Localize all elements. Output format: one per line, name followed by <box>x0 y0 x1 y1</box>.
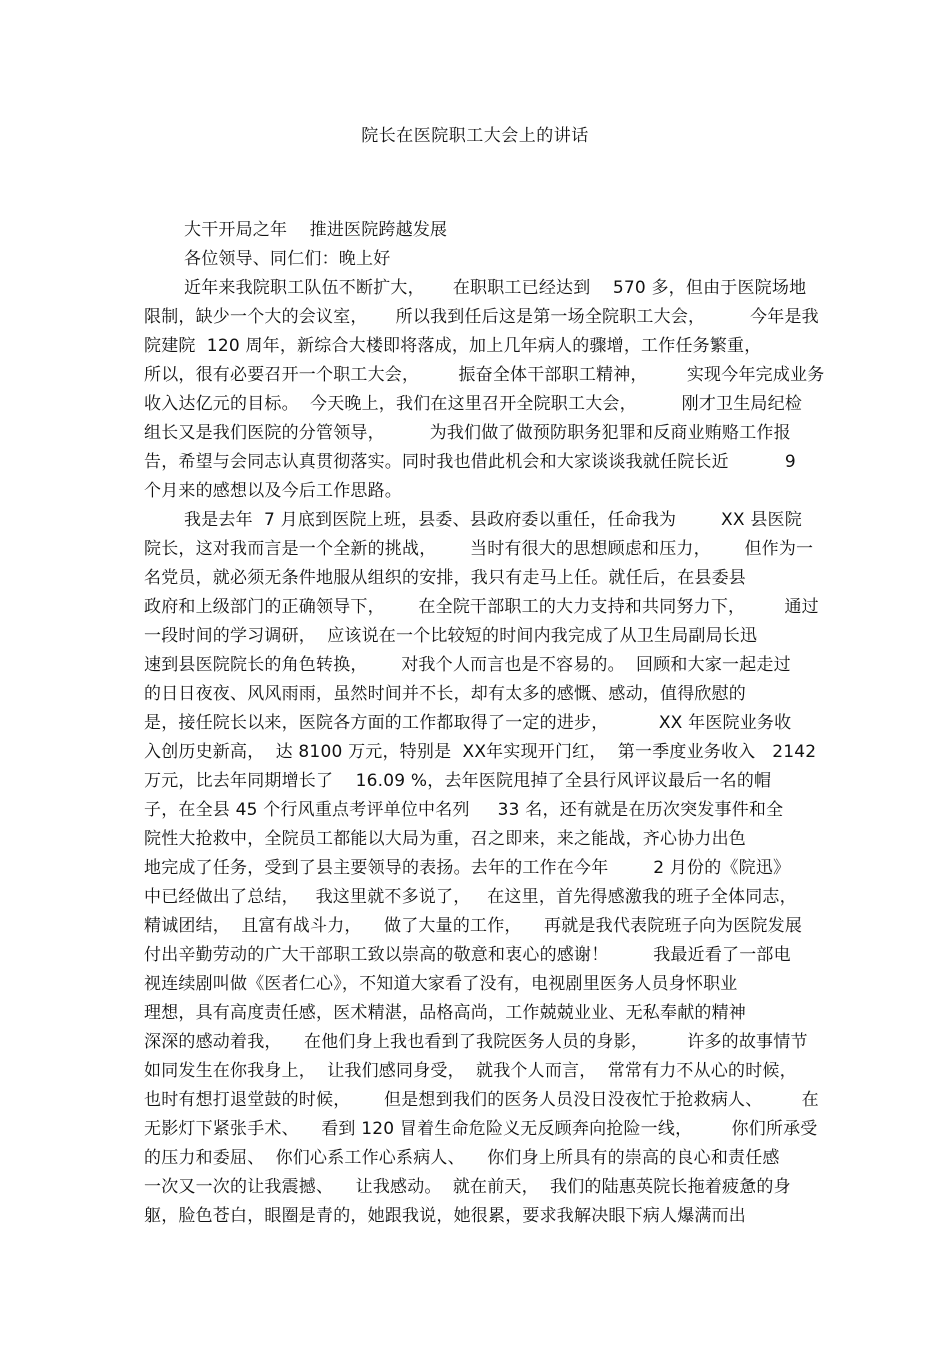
paragraph-line: 院性大抢救中，全院员工都能以大局为重，召之即来，来之能战，齐心协力出色 <box>144 829 746 849</box>
paragraph-line: 地完成了任务，受到了县主要领导的表扬。去年的工作在今年 2 月份的《院迅》 <box>144 858 791 878</box>
paragraph-line: 名党员，就必须无条件地服从组织的安排，我只有走马上任。就任后，在县委县 <box>144 568 746 588</box>
paragraph-line: 万元，比去年同期增长了 16.09 %，去年医院甩掉了全县行风评议最后一名的帽 <box>144 771 772 791</box>
paragraph-line: 限制，缺少一个大的会议室， 所以我到任后这是第一场全院职工大会， 今年是我 <box>144 307 819 327</box>
paragraph-line: 所以，很有必要召开一个职工大会， 振奋全体干部职工精神， 实现今年完成业务 <box>144 365 825 385</box>
paragraph-line: 一次又一次的让我震撼、 让我感动。 就在前天， 我们的陆惠英院长拖着疲惫的身 <box>144 1177 791 1197</box>
paragraph-line: 无影灯下紧张手术、 看到 120 冒着生命危险义无反顾奔向抢险一线， 你们所承受 <box>144 1119 818 1139</box>
document-title: 院长在医院职工大会上的讲话 <box>361 126 589 146</box>
paragraph-line: 院建院 120 周年，新综合大楼即将落成，加上几年病人的骤增，工作任务繁重， <box>144 336 762 356</box>
paragraph-line: 告，希望与会同志认真贯彻落实。同时我也借此机会和大家谈谈我就任院长近 9 <box>144 452 796 472</box>
paragraph-line: 子，在全县 45 个行风重点考评单位中名列 33 名，还有就是在历次突发事件和全 <box>144 800 784 820</box>
paragraph-line: 入创历史新高， 达 8100 万元，特别是 XX年实现开门红， 第一季度业务收入 2142 <box>144 742 817 762</box>
paragraph-line: 一段时间的学习调研， 应该说在一个比较短的时间内我完成了从卫生局副局长迅 <box>144 626 758 646</box>
paragraph-line: 速到县医院院长的角色转换， 对我个人而言也是不容易的。 回顾和大家一起走过 <box>144 655 791 675</box>
paragraph-line: 精诚团结， 且富有战斗力， 做了大量的工作， 再就是我代表院班子向为医院发展 <box>144 916 803 936</box>
paragraph-line: 组长又是我们医院的分管领导， 为我们做了做预防职务犯罪和反商业贿赂工作报 <box>144 423 791 443</box>
paragraph-line: 收入达亿元的目标。 今天晚上，我们在这里召开全院职工大会， 刚才卫生局纪检 <box>144 394 803 414</box>
paragraph-line: 也时有想打退堂鼓的时候， 但是想到我们的医务人员没日没夜忙于抢救病人、 在 <box>144 1090 819 1110</box>
paragraph-line: 院长，这对我而言是一个全新的挑战， 当时有很大的思想顾虑和压力， 但作为一 <box>144 539 814 559</box>
salutation-line: 各位领导、同仁们：晚上好 <box>184 249 391 269</box>
paragraph-line: 躯，脸色苍白，眼圈是青的，她跟我说，她很累，要求我解决眼下病人爆满而出 <box>144 1206 746 1226</box>
paragraph-line: 中已经做出了总结， 我这里就不多说了， 在这里，首先得感激我的班子全体同志， <box>144 887 797 907</box>
paragraph-line: 的日日夜夜、风风雨雨，虽然时间并不长，却有太多的感慨、感动，值得欣慰的 <box>144 684 746 704</box>
subtitle-line: 大干开局之年 推进医院跨越发展 <box>184 220 448 240</box>
paragraph-line: 深深的感动着我， 在他们身上我也看到了我院医务人员的身影， 许多的故事情节 <box>144 1032 808 1052</box>
paragraph-line: 如同发生在你我身上， 让我们感同身受， 就我个人而言， 常常有力不从心的时候， <box>144 1061 797 1081</box>
paragraph-line: 近年来我院职工队伍不断扩大， 在职职工已经达到 570 多，但由于医院场地 <box>184 278 807 298</box>
paragraph-line: 是，接任院长以来，医院各方面的工作都取得了一定的进步， XX 年医院业务收 <box>144 713 792 733</box>
paragraph-line: 视连续剧叫做《医者仁心》，不知道大家看了没有，电视剧里医务人员身怀职业 <box>144 974 738 994</box>
paragraph-line: 付出辛勤劳动的广大干部职工致以崇高的敬意和衷心的感谢！ 我最近看了一部电 <box>144 945 791 965</box>
paragraph-line: 的压力和委屈、 你们心系工作心系病人、 你们身上所具有的崇高的良心和责任感 <box>144 1148 780 1168</box>
paragraph-line: 政府和上级部门的正确领导下， 在全院干部职工的大力支持和共同努力下， 通过 <box>144 597 819 617</box>
paragraph-line: 我是去年 7 月底到医院上班，县委、县政府委以重任，任命我为 XX 县医院 <box>184 510 802 530</box>
paragraph-line: 理想，具有高度责任感，医术精湛，品格高尚，工作兢兢业业、无私奉献的精神 <box>144 1003 746 1023</box>
paragraph-line: 个月来的感想以及今后工作思路。 <box>144 481 402 501</box>
